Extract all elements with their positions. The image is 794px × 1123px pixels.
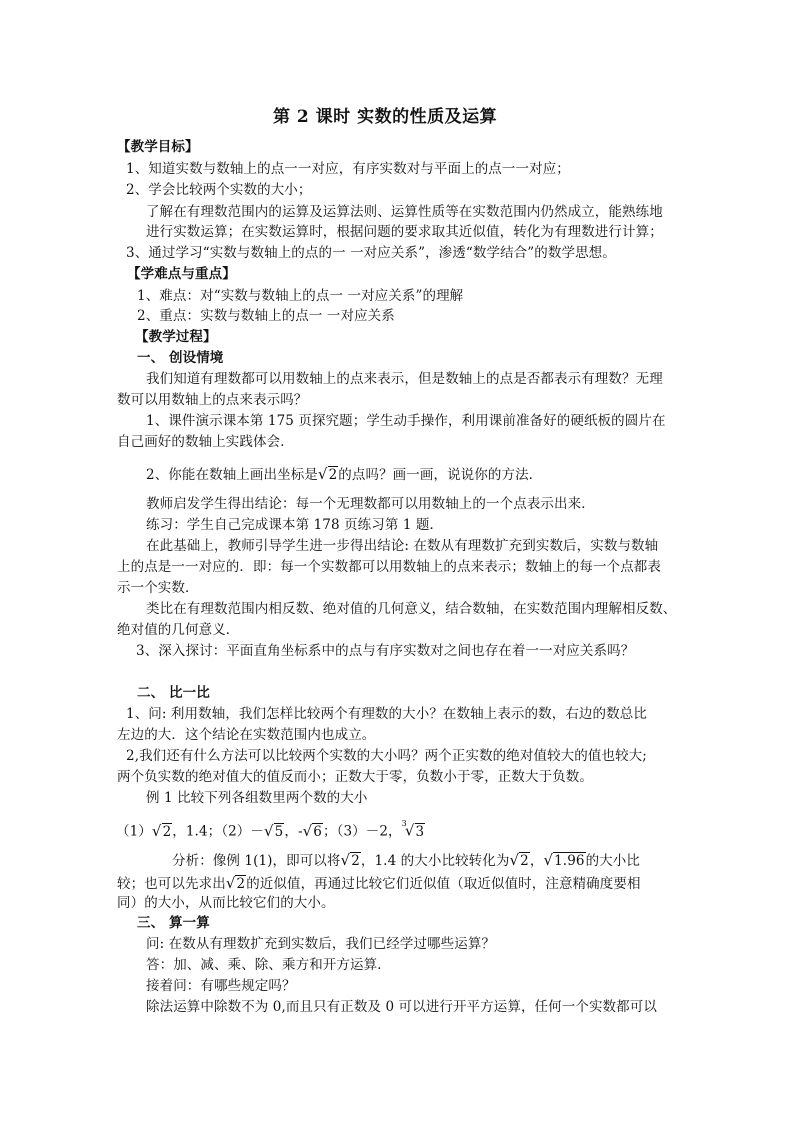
goals-heading: 【教学目标】 [117,139,199,155]
key-focus: 2、重点：实数与数轴上的点一 一对应关系 [137,308,395,324]
goal-3: 3、通过学习“实数与数轴上的点的一 一对应关系”，渗透“数学结合”的数学思想。 [126,245,616,261]
sqrt-2-item: √2 [151,821,172,840]
analysis-line-1: 分析：像例 1(1)，即可以将√2，1.4 的大小比较转化为√2，√1.96的大小比 [172,851,640,869]
cube-root-3-item: $^3$√3 [401,819,425,840]
para-7a: 类比在有理数范围内相反数、绝对值的几何意义，结合数轴，在实数范围内理解相反数、 [146,601,677,617]
para-2b: 自己画好的数轴上实践体会． [117,434,294,450]
para-6b: 上的点是一一对应的．即：每一个实数都可以用数轴上的点来表示；数轴上的每一个点都表 [117,559,661,575]
goal-2-detail-a: 了解在有理数范围内的运算及运算法则、运算性质等在实数范围内仍然成立，能熟练地 [146,204,663,220]
compare-q2b: 两个负实数的绝对值大的值反而小；正数大于零，负数小于零，正数大于负数。 [117,769,593,785]
page-title: 第 2 课时 实数的性质及运算 [273,107,498,127]
para-6a: 在此基础上，教师引导学生进一步得出结论: 在数从有理数扩充到实数后，实数与数轴 [146,538,659,554]
para-2a: 1、课件演示课本第 175 页探究题；学生动手操作，利用课前准备好的硬纸板的圆片在 [146,413,666,429]
section-2-heading: 二、 比一比 [137,685,210,701]
sqrt-2-approx: √2 [225,874,246,892]
compare-q1a: 1、问: 利用数轴，我们怎样比较两个有理数的大小？在数轴上表示的数，右边的数总比 [126,706,647,722]
compare-q2a: 2,我们还有什么方法可以比较两个实数的大小吗？两个正实数的绝对值较大的值也较大; [126,748,647,764]
example-1-items: （1）√2，1.4；（2）－√5，-√6；（3）－2，$^3$√3 [116,819,425,840]
keys-heading: 【学难点与重点】 [127,266,236,282]
calc-answer: 答：加、减、乘、除、乘方和开方运算． [146,957,391,973]
para-5: 练习：学生自己完成课本第 178 页练习第 1 题． [146,517,444,533]
sqrt-6-item: √6 [302,821,322,840]
analysis-line-3: 同）的大小，从而比较它们的大小。 [117,895,335,911]
goal-2: 2、学会比较两个实数的大小； [126,182,312,198]
sqrt-5-item: √5 [263,821,284,840]
sqrt-1-96-analysis: √1.96 [543,851,585,869]
process-heading: 【教学过程】 [135,329,217,345]
para-3: 2、你能在数轴上画出坐标是√2的点吗？画一画，说说你的方法． [146,465,543,483]
para-4: 教师启发学生得出结论：每一个无理数都可以用数轴上的一个点表示出来． [146,496,595,512]
calc-rules: 除法运算中除数不为 0,而且只有正数及 0 可以进行开平方运算，任何一个实数都可以 [146,999,657,1015]
para-6c: 示一个实数． [117,580,199,596]
compare-q1b: 左边的大．这个结论在实数范围内也成立。 [117,727,376,743]
goal-1: 1、知道实数与数轴上的点一一对应，有序实数对与平面上的点一一对应； [126,161,570,177]
goal-2-detail-b: 进行实数运算；在实数运算时，根据问题的要求取其近似值，转化为有理数进行计算； [146,224,663,240]
para-8: 3、深入探讨：平面直角坐标系中的点与有序实数对之间也存在着一一对应关系吗？ [136,643,635,659]
section-1-heading: 一、 创设情境 [137,350,224,366]
analysis-line-2: 较；也可以先求出√2的近似值，再通过比较它们近似值（取近似值时，注意精确度要相 [117,874,641,892]
calc-question: 问: 在数从有理数扩充到实数后，我们已经学过哪些运算？ [146,936,496,952]
calc-followup: 接着问：有哪些规定吗？ [146,978,296,994]
sqrt-2-analysis: √2 [340,851,360,869]
section-3-heading: 三、 算一算 [137,915,210,931]
para-1a: 我们知道有理数都可以用数轴上的点来表示，但是数轴上的点是否都表示有理数？无理 [146,371,663,387]
key-difficulty: 1、难点：对“实数与数轴上的点一 一对应关系”的理解 [137,288,464,304]
example-1-intro: 例 1 比较下列各组数里两个数的大小 [146,790,368,806]
sqrt-2-analysis-b: √2 [509,851,529,869]
para-7b: 绝对值的几何意义． [117,622,240,638]
sqrt-2: √2 [317,465,338,483]
para-1b: 数可以用数轴上的点来表示吗？ [117,392,308,408]
